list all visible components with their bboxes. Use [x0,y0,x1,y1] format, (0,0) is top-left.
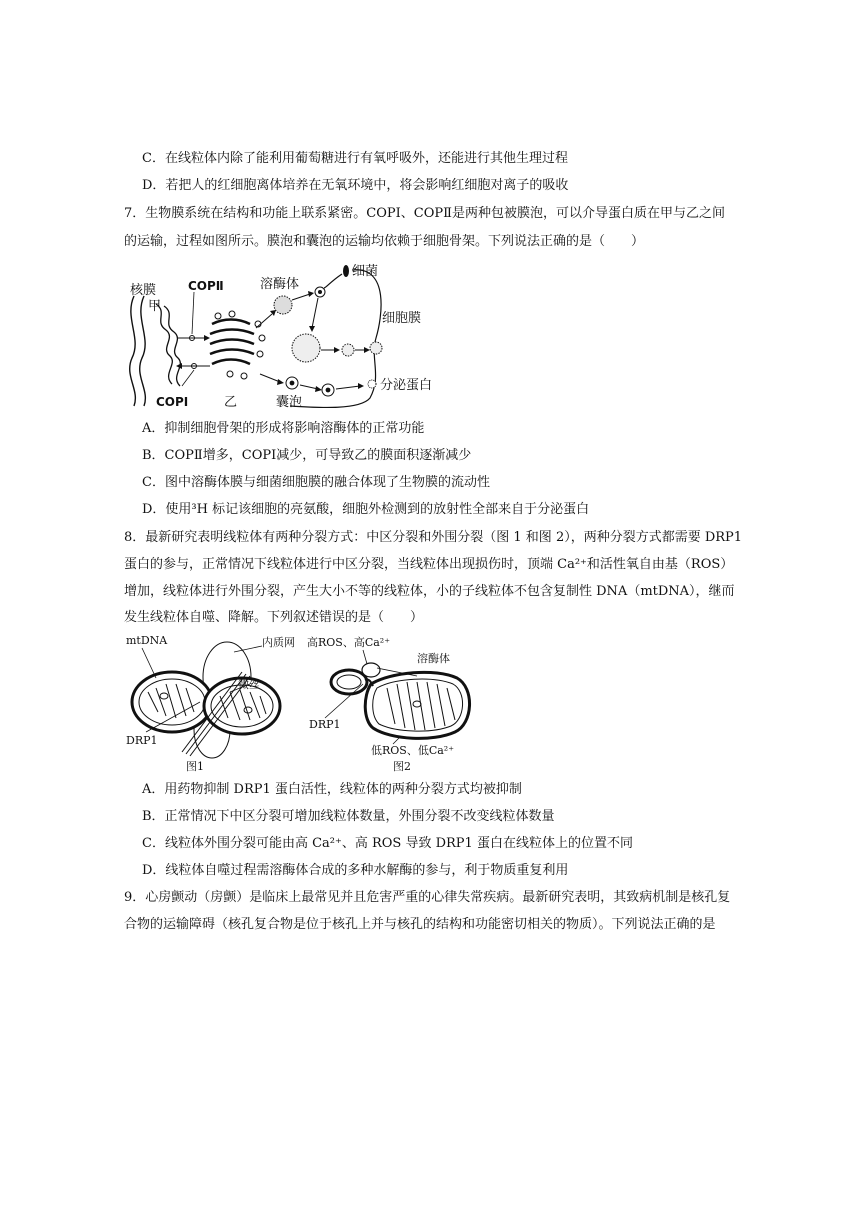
q7-figure-vesicle-transport [120,258,450,408]
label-drp1-fig1: DRP1 [126,734,158,747]
q6-option-c: C．在线粒体内除了能利用葡萄糖进行有氧呼吸外，还能进行其他生理过程 [142,151,568,166]
label-bacteria: 细菌 [352,264,379,279]
label-lysosome-fig2: 溶酶体 [417,652,450,665]
label-nuclear-membrane: 核膜 [130,283,157,298]
q8-stem-line3: 增加，线粒体进行外围分裂，产生大小不等的线粒体，小的子线粒体不包含复制性 DNA（mtDNA），继而 [124,584,735,599]
q7-stem-line2: 的运输，过程如图所示。膜泡和囊泡的运输均依赖于细胞骨架。下列说法正确的是（ ） [124,234,645,249]
label-copI: COPⅠ [156,395,189,408]
q7-stem-line1: 7．生物膜系统在结构和功能上联系紧密。COPⅠ、COPⅡ是两种包被膜泡，可以介导蛋白质在甲与乙之间 [124,206,725,221]
q8-stem-line1: 8．最新研究表明线粒体有两种分裂方式：中区分裂和外围分裂（图 1 和图 2），两种分裂方式都需要 DRP1 [124,530,743,545]
q8-stem-line2: 蛋白的参与，正常情况下线粒体进行中区分裂，当线粒体出现损伤时，顶端 Ca²⁺和活性氧自由基（ROS） [124,557,734,572]
label-vesicle: 囊泡 [276,395,303,408]
label-yi: 乙 [224,395,238,408]
label-copII: COPⅡ [188,279,224,293]
label-drp1-fig2: DRP1 [309,718,341,731]
q8-option-b: B．正常情况下中区分裂可增加线粒体数量，外围分裂不改变线粒体数量 [142,809,555,824]
q8-option-c: C．线粒体外围分裂可能由高 Ca²⁺、高 ROS 导致 DRP1 蛋白在线粒体上的位置不同 [142,836,633,851]
label-high-ros-ca: 高ROS、高Ca²⁺ [307,636,391,649]
figure2-caption: 图2 [393,760,411,773]
q8-figure2-peripheral-fission [305,632,485,774]
label-low-ros-ca: 低ROS、低Ca²⁺ [371,744,455,757]
q8-stem-line4: 发生线粒体自噬、降解。下列叙述错误的是（ ） [124,610,424,625]
q9-stem-line1: 9．心房颤动（房颤）是临床上最常见并且危害严重的心律失常疾病。最新研究表明，其致病机制是核孔复 [124,890,731,905]
label-jia: 甲 [148,299,162,314]
label-er: 内质网 [262,636,295,649]
q7-option-a: A．抑制细胞骨架的形成将影响溶酶体的正常功能 [142,421,425,436]
q7-option-b: B．COPⅡ增多，COPⅠ减少，可导致乙的膜面积逐渐减少 [142,448,472,463]
q8-option-a: A．用药物抑制 DRP1 蛋白活性，线粒体的两种分裂方式均被抑制 [142,782,522,797]
q8-option-d: D．线粒体自噬过程需溶酶体合成的多种水解酶的参与，利于物质重复利用 [142,863,569,878]
label-secretory-protein: 分泌蛋白 [380,378,433,393]
q9-stem-line2: 合物的运输障碍（核孔复合物是位于核孔上并与核孔的结构和功能密切相关的物质）。下列说法正确的是 [124,917,716,932]
figure1-caption: 图1 [186,760,204,773]
q7-option-c: C．图中溶酶体膜与细菌细胞膜的融合体现了生物膜的流动性 [142,475,490,490]
q6-option-d: D．若把人的红细胞离体培养在无氧环境中，将会影响红细胞对离子的吸收 [142,178,569,193]
q7-option-d: D．使用³H 标记该细胞的亮氨酸，细胞外检测到的放射性全部来自于分泌蛋白 [142,502,590,517]
label-mtdna: mtDNA [126,634,168,647]
q8-figure1-central-fission [122,632,302,774]
label-lysosome: 溶酶体 [260,277,300,292]
label-cell-membrane: 细胞膜 [382,311,422,326]
label-microfilament: 微丝 [238,678,260,691]
